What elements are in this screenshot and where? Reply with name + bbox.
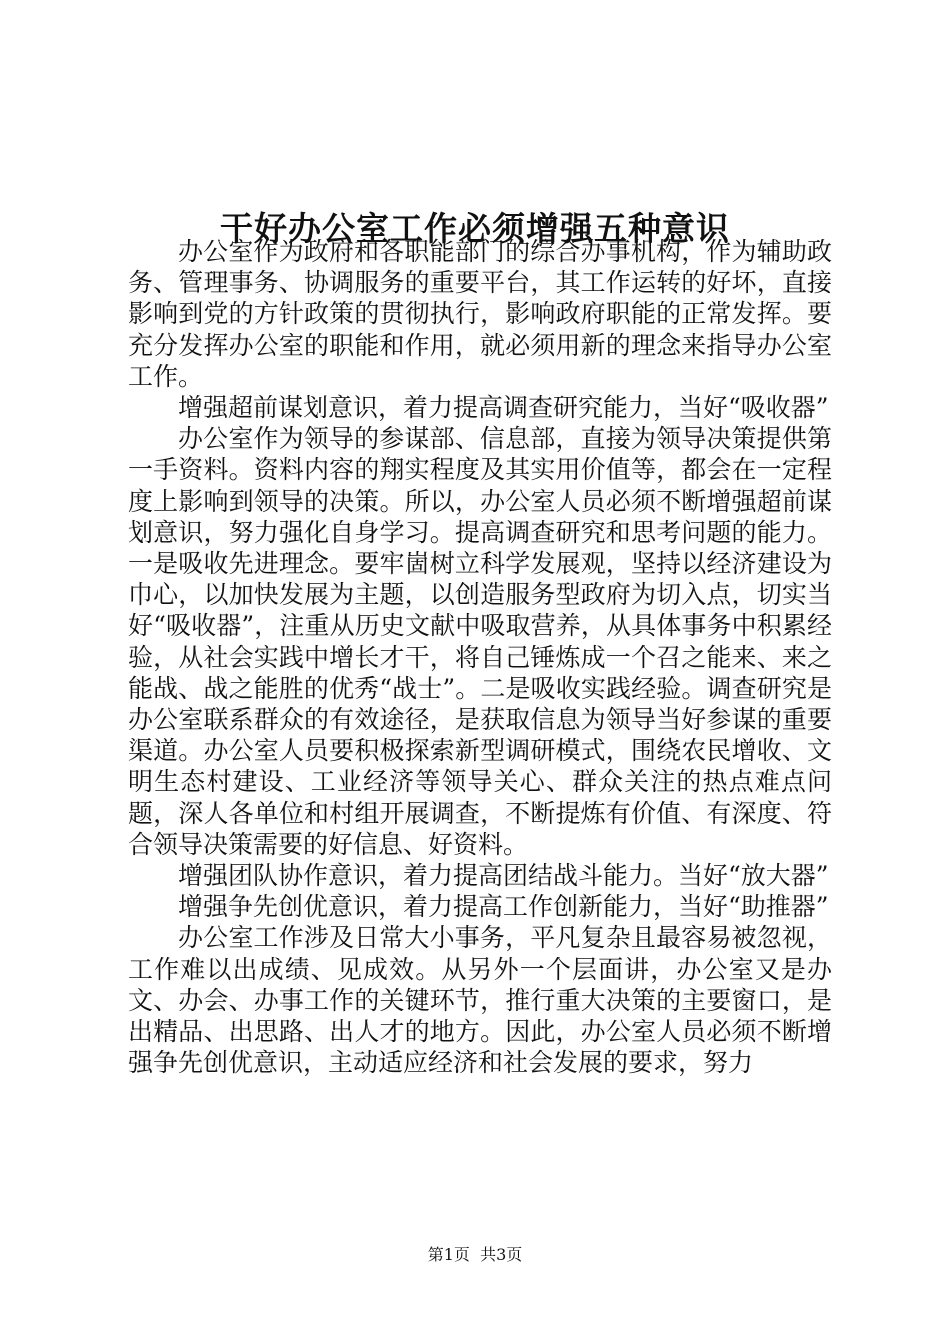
- section-heading-amplifier: 增强团队协作意识，着力提高团结战斗能力。当好“放大器”: [178, 861, 829, 891]
- page-number: 第1页: [427, 1245, 470, 1264]
- paragraph-research: 办公室作为领导的参谋部、信息部，直接为领导决策提供第一手资料。资料内容的翔实程度及其实用价值等，都会在一定程度上影响到领导的决策。所以，办公室人员必须不断增强超前谋划意识，努力强化自身学习。提高调查研究和思考问题的能力。一是吸收先进理念。要牢崮树立科学发展观，坚持以经济建设为巾心，以加快发展为主题，以创造服务型政府为切入点，切实当好“吸收器”，注重从历史文献中吸取营养，从具体事务中积累经验，从社会实践中增长才干，将自己锤炼成一个召之能来、来之能战、战之能胜的优秀“战士”。二是吸收实践经验。调查研究是办公室联系群众的有效途径，是获取信息为领导当好参谋的重要渠道。办公室人员要积极探索新型调研模式，围绕农民增收、文明生态村建设、工业经济等领导关心、群众关注的热点难点问题，深人各单位和村组开展调查，不断提炼有价值、有深度、符合领导决策需要的好信息、好资料。: [128, 424, 832, 859]
- document-body: [128, 236, 832, 1078]
- paragraph-intro: 办公室作为政府和各职能部门的综合办事机构，作为辅助政务、管理事务、协调服务的重要平台，其工作运转的好坏，直接影响到党的方针政策的贯彻执行，影响政府职能的正常发挥。要充分发挥办公室的职能和作用，就必须用新的理念来指导办公室工作。: [128, 237, 832, 391]
- section-heading-booster: 增强争先创优意识，着力提高工作创新能力，当好“助推器”: [178, 892, 829, 922]
- section-heading-absorber: 增强超前谋划意识，着力提高调查研究能力，当好“吸收器”: [178, 393, 829, 423]
- page-footer: [0, 1244, 950, 1266]
- paragraph-innovation: 办公室工作涉及日常大小事务，平凡复杂且最容易被忽视，工作难以出成绩、见成效。从另外一个层面讲，办公室又是办文、办会、办事工作的关键环节，推行重大决策的主要窗口，是出精品、出思路、出人才的地方。因此，办公室人员必须不断增强争先创优意识，主动适应经济和社会发展的要求，努力: [128, 923, 832, 1078]
- page-total: 共3页: [480, 1245, 523, 1264]
- page-title: 干好办公室工作必须增强五种意识: [220, 209, 730, 249]
